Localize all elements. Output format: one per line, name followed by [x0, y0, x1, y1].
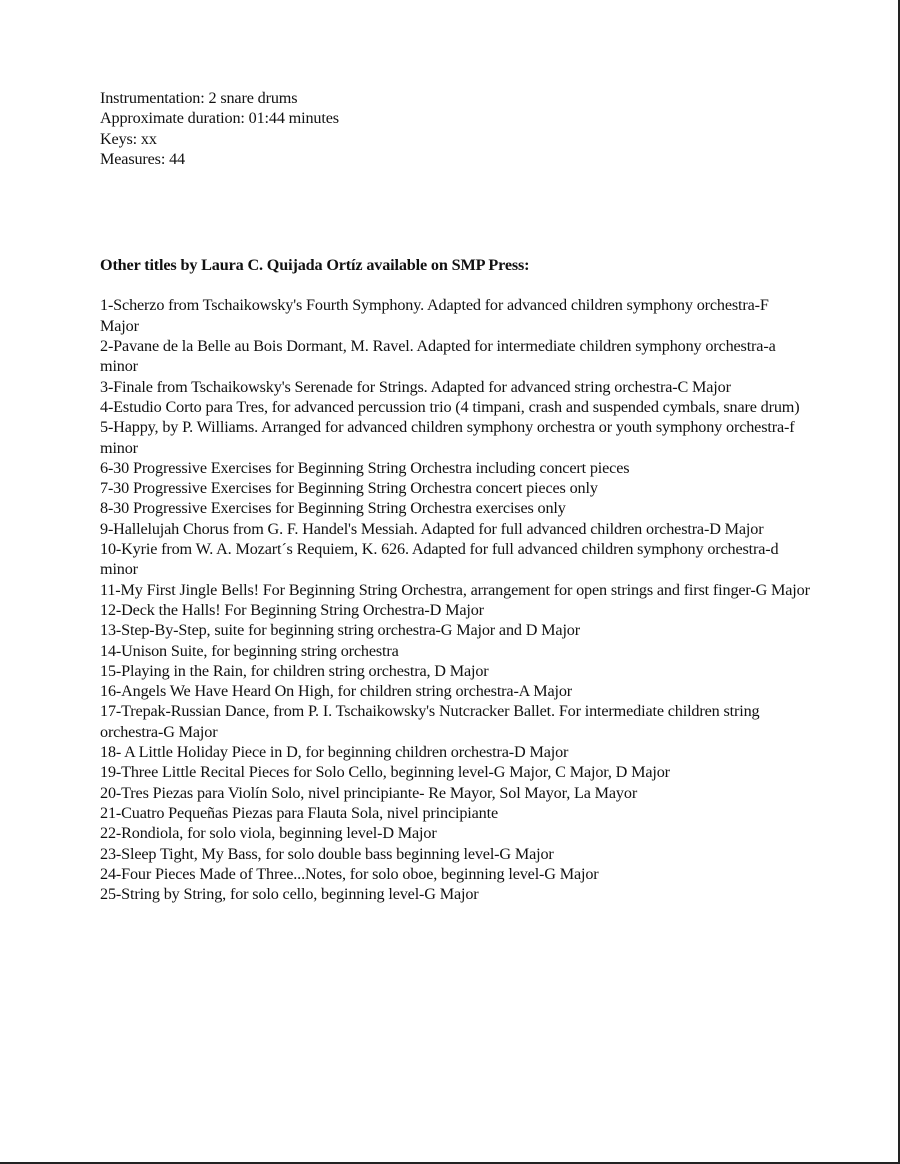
list-item: 11-My First Jingle Bells! For Beginning String Orchestra, arrangement for open strings and first finger-G Major	[100, 580, 810, 599]
list-item: 17-Trepak-Russian Dance, from P. I. Tschaikowsky's Nutcracker Ballet. For intermediate children string orchestra-G Major	[100, 702, 760, 741]
measures-line: Measures: 44	[100, 149, 185, 168]
list-item: 22-Rondiola, for solo viola, beginning level-D Major	[100, 824, 437, 843]
other-titles-heading: Other titles by Laura C. Quijada Ortíz available on SMP Press:	[100, 256, 530, 275]
keys-line: Keys: xx	[100, 129, 157, 148]
piece-details	[100, 88, 810, 169]
list-item: 12-Deck the Halls! For Beginning String Orchestra-D Major	[100, 600, 484, 619]
list-item: 20-Tres Piezas para Violín Solo, nivel principiante- Re Mayor, Sol Mayor, La Mayor	[100, 783, 638, 802]
list-item: 5-Happy, by P. Williams. Arranged for advanced children symphony orchestra or youth symphony orchestra-f minor	[100, 418, 795, 457]
list-item: 1-Scherzo from Tschaikowsky's Fourth Symphony. Adapted for advanced children symphony orchestra-F Major	[100, 296, 769, 335]
list-item: 16-Angels We Have Heard On High, for children string orchestra-A Major	[100, 682, 573, 701]
instrumentation-line: Instrumentation: 2 snare drums	[100, 89, 298, 107]
duration-line: Approximate duration: 01:44 minutes	[100, 109, 339, 128]
page-content	[100, 88, 810, 904]
list-item: 6-30 Progressive Exercises for Beginning String Orchestra including concert pieces	[100, 458, 630, 477]
list-item: 13-Step-By-Step, suite for beginning string orchestra-G Major and D Major	[100, 621, 580, 640]
list-item: 7-30 Progressive Exercises for Beginning String Orchestra concert pieces only	[100, 479, 598, 498]
list-item: 14-Unison Suite, for beginning string orchestra	[100, 641, 399, 660]
list-item: 4-Estudio Corto para Tres, for advanced percussion trio (4 timpani, crash and suspended cymbals, snare drum)	[100, 397, 800, 416]
list-item: 24-Four Pieces Made of Three...Notes, for solo oboe, beginning level-G Major	[100, 864, 599, 883]
list-item: 23-Sleep Tight, My Bass, for solo double bass beginning level-G Major	[100, 844, 554, 863]
list-item: 3-Finale from Tschaikowsky's Serenade for Strings. Adapted for advanced string orchestra-C Major	[100, 377, 731, 396]
list-item: 10-Kyrie from W. A. Mozart´s Requiem, K. 626. Adapted for full advanced children symphony orchestra-d minor	[100, 540, 779, 579]
list-item: 21-Cuatro Pequeñas Piezas para Flauta Sola, nivel principiante	[100, 803, 498, 822]
list-item: 18- A Little Holiday Piece in D, for beginning children orchestra-D Major	[100, 743, 569, 762]
list-item: 19-Three Little Recital Pieces for Solo Cello, beginning level-G Major, C Major, D Major	[100, 763, 670, 782]
list-item: 15-Playing in the Rain, for children string orchestra, D Major	[100, 661, 489, 680]
other-titles-list	[100, 295, 810, 904]
list-item: 2-Pavane de la Belle au Bois Dormant, M. Ravel. Adapted for intermediate children symphony orchestra-a minor	[100, 337, 776, 376]
list-item: 9-Hallelujah Chorus from G. F. Handel's Messiah. Adapted for full advanced children orchestra-D Major	[100, 519, 764, 538]
list-item: 25-String by String, for solo cello, beginning level-G Major	[100, 885, 479, 904]
list-item: 8-30 Progressive Exercises for Beginning String Orchestra exercises only	[100, 499, 566, 518]
